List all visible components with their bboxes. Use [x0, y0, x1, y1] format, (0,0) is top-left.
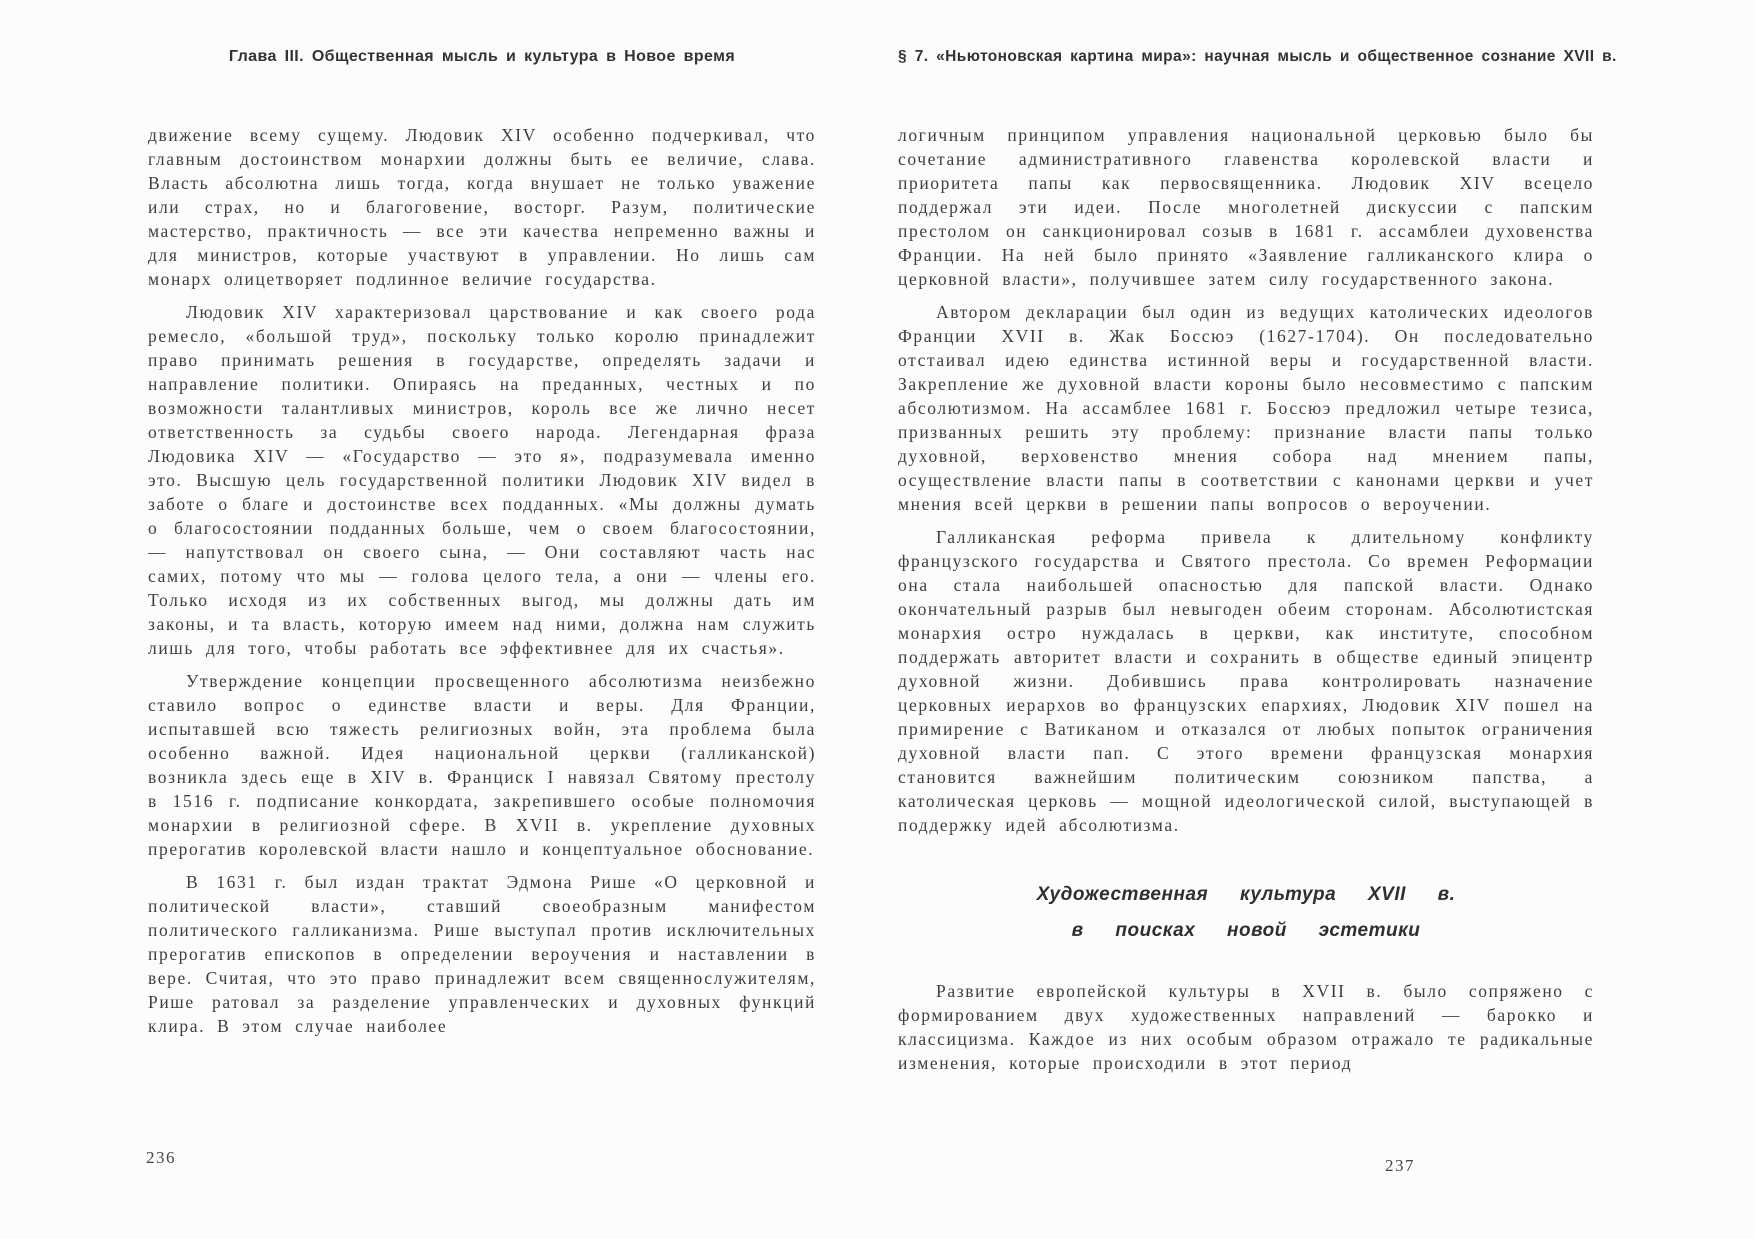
- paragraph: Галликанская реформа привела к длительному конфликту французского государства и Святого престола. Со времен Реформации она стала наибольшей опасностью для папской власти. Однако окончательный разрыв был невыгоден обеим сторонам. Абсолютистская монархия остро нуждалась в церкви, как институте, способном поддержать авторитет власти и сохранить в обществе единый эпицентр духовной жизни. Добившись права контролировать назначение церковных иерархов во французских епархиях, Людовик XIV пошел на примирение с Ватиканом и отказался от любых попыток ограничения духовной власти пап. С этого времени французская монархия становится важнейшим политическим союзником папства, а католическая церковь — мощной идеологической силой, выступающей в поддержку идей абсолютизма.: [898, 527, 1594, 835]
- paragraph: Развитие европейской культуры в XVII в. было сопряжено с формированием двух художественных направлений — барокко и классицизма. Каждое из них особым образом отражало те радикальные изменения, которые происходили в этот период: [898, 981, 1594, 1073]
- page-right: [898, 48, 1617, 1084]
- paragraph: Утверждение концепции просвещенного абсолютизма неизбежно ставило вопрос о единстве власти и веры. Для Франции, испытавшей всю тяжесть религиозных войн, эта проблема была особенно важной. Идея национальной церкви (галликанской) возникла здесь еще в XIV в. Франциск I навязал Святому престолу в 1516 г. подписание конкордата, закрепившего особые полномочия монархии в религиозной сфере. В XVII в. укрепление духовных прерогатив королевской власти нашло и концептуальное обоснование.: [148, 671, 816, 859]
- paragraph: Автором декларации был один из ведущих католических идеологов Франции XVII в. Жак Боссюэ (1627-1704). Он последовательно отстаивал идею единства истинной веры и государственной власти. Закрепление же духовной власти короны было несовместимо с папским абсолютизмом. На ассамблее 1681 г. Боссюэ предложил четыре тезиса, призванных решить эту проблему: признание власти папы только духовной, верховенство мнения собора над мнением папы, осуществление власти папы в соответствии с канонами церкви и учет мнения всей церкви в решении папы вопросов о вероучении.: [898, 302, 1594, 514]
- running-head-right: § 7. «Ньютоновская картина мира»: научная мысль и общественное сознание XVII в.: [898, 48, 1617, 65]
- paragraph: логичным принципом управления национальной церковью было бы сочетание административного главенства королевской власти и приоритета папы как первосвященника. Людовик XIV всецело поддержал эти идеи. После многолетней дискуссии с папским престолом он санкционировал созыв в 1681 г. ассамблеи духовенства Франции. На ней было принято «Заявление галликанского клира о церковной власти», получившее затем силу государственного закона.: [898, 125, 1594, 289]
- paragraph: В 1631 г. был издан трактат Эдмона Рише «О церковной и политической власти», ставший своеобразным манифестом политического галликанизма. Рише выступал против исключительных прерогатив епископов в определении вероучения и наставлении в вере. Считая, что это право принадлежит всем священнослужителям, Рише ратовал за разделение управленческих и духовных функций клира. В этом случае наиболее: [148, 872, 816, 1036]
- right-page-body-after-subheading: [898, 979, 1594, 1075]
- section-subheading: [898, 877, 1594, 949]
- left-page-body: [148, 123, 816, 1038]
- paragraph: движение всему сущему. Людовик XIV особенно подчеркивал, что главным достоинством монархии должны быть ее величие, слава. Власть абсолютна лишь тогда, когда внушает не только уважение или страх, но и благоговение, восторг. Разум, политические мастерство, практичность — все эти качества непременно важны и для министров, которые участвуют в управлении. Но лишь сам монарх олицетворяет подлинное величие государства.: [148, 125, 816, 289]
- page-left: [148, 48, 816, 1047]
- subheading-line-2: в поисках новой эстетики: [1071, 920, 1421, 941]
- right-page-body: [898, 123, 1594, 837]
- subheading-line-1: Художественная культура XVII в.: [1036, 884, 1456, 905]
- paragraph: Людовик XIV характеризовал царствование и как своего рода ремесло, «большой труд», поскольку только королю принадлежит право принимать решения в государстве, определять задачи и направление политики. Опираясь на преданных, честных и по возможности талантливых министров, король все же лично несет ответственность за судьбы своего народа. Легендарная фраза Людовика XIV — «Государство — это я», подразумевала именно это. Высшую цель государственной политики Людовик XIV видел в заботе о благе и достоинстве всех подданных. «Мы должны думать о благосостоянии подданных больше, чем о своем благосостоянии, — напутствовал он своего сына, — Они составляют часть нас самих, потому что мы — голова целого тела, а они — члены его. Только исходя из их собственных выгод, мы должны дать им законы, и та власть, которую имеем над ними, должна нам служить лишь для того, чтобы работать все эффективнее для их счастья».: [148, 302, 816, 658]
- page-number-right: 237: [1385, 1156, 1415, 1175]
- running-head-left: Глава III. Общественная мысль и культура в Новое время: [228, 48, 736, 65]
- page-number-left: 236: [146, 1148, 176, 1167]
